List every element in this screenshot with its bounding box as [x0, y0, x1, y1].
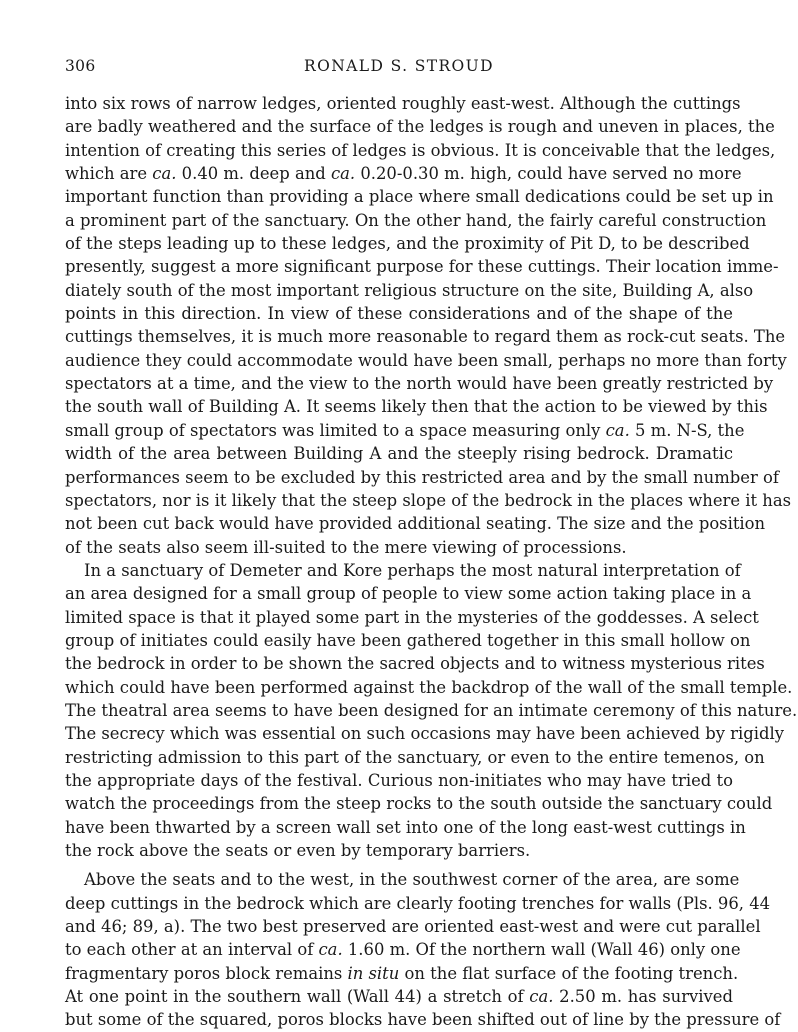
text-line: the rock above the seats or even by temporary barriers.: [65, 841, 531, 860]
text-line: points in this direction. In view of these considerations and of the shape of the: [65, 304, 733, 324]
paragraph-1: [65, 92, 792, 559]
page-number: 306: [65, 57, 96, 75]
text-line: but some of the squared, poros blocks have been shifted out of line by the pressure of: [65, 1010, 781, 1030]
text-line: fragmentary poros block remains in situ on the flat surface of the footing trench.: [65, 963, 739, 983]
text-line: diately south of the most important religious structure on the site, Building A, also: [65, 280, 754, 300]
text-line: cuttings themselves, it is much more reasonable to regard them as rock-cut seats. The: [65, 327, 786, 347]
text-line: the south wall of Building A. It seems likely then that the action to be viewed by this: [65, 397, 768, 417]
body-text: [65, 92, 798, 1032]
text-line: performances seem to be excluded by this restricted area and by the small number of: [65, 467, 779, 487]
text-line: The theatral area seems to have been designed for an intimate ceremony of this nature.: [65, 700, 798, 720]
running-head: RONALD S. STROUD: [304, 57, 494, 75]
text-line: a prominent part of the sanctuary. On the other hand, the fairly careful construction: [65, 210, 767, 230]
text-line: an area designed for a small group of people to view some action taking place in a: [65, 584, 752, 604]
text-line: to each other at an interval of ca. 1.60 m. Of the northern wall (Wall 46) only one: [65, 940, 741, 960]
text-line: group of initiates could easily have been gathered together in this small hollow on: [65, 630, 751, 650]
page-header: [65, 57, 733, 81]
text-line: deep cuttings in the bedrock which are clearly footing trenches for walls (Pls. 96, 44: [65, 893, 771, 913]
text-line: spectators, nor is it likely that the steep slope of the bedrock in the places where it has: [65, 490, 792, 510]
paragraph-2: [65, 559, 798, 862]
text-line: of the steps leading up to these ledges, and the proximity of Pit D, to be described: [65, 234, 750, 254]
text-line: of the seats also seem ill-suited to the mere viewing of processions.: [65, 537, 627, 557]
text-line: into six rows of narrow ledges, oriented roughly east-west. Although the cuttings: [65, 94, 741, 113]
text-line: In a sanctuary of Demeter and Kore perhaps the most natural interpretation of: [84, 560, 741, 580]
text-line: have been thwarted by a screen wall set into one of the long east-west cuttings in: [65, 817, 746, 837]
text-line: Above the seats and to the west, in the southwest corner of the area, are some: [84, 870, 740, 890]
text-line: restricting admission to this part of the sanctuary, or even to the entire temenos, on: [65, 747, 765, 767]
text-line: small group of spectators was limited to a space measuring only ca. 5 m. N-S, the: [65, 420, 745, 440]
text-line: which are ca. 0.40 m. deep and ca. 0.20-0.30 m. high, could have served no more: [65, 164, 742, 184]
text-line: The secrecy which was essential on such occasions may have been achieved by rigidly: [65, 724, 784, 744]
text-line: important function than providing a place where small dedications could be set up in: [65, 187, 774, 207]
text-line: At one point in the southern wall (Wall 44) a stretch of ca. 2.50 m. has survived: [65, 987, 733, 1007]
text-line: which could have been performed against the backdrop of the wall of the small temple.: [65, 677, 793, 697]
text-line: not been cut back would have provided additional seating. The size and the position: [65, 514, 766, 534]
text-line: limited space is that it played some part in the mysteries of the goddesses. A select: [65, 607, 759, 627]
text-line: spectators at a time, and the view to the north would have been greatly restricted by: [65, 374, 774, 394]
text-line: watch the proceedings from the steep rocks to the south outside the sanctuary could: [65, 794, 773, 814]
text-line: and 46; 89, a). The two best preserved are oriented east-west and were cut parallel: [65, 917, 761, 937]
text-line: are badly weathered and the surface of the ledges is rough and uneven in places, the: [65, 117, 775, 137]
text-line: width of the area between Building A and the steeply rising bedrock. Dramatic: [65, 444, 733, 464]
paragraph-3: [65, 868, 781, 1031]
text-line: the appropriate days of the festival. Curious non-initiates who may have tried to: [65, 770, 733, 790]
text-line: audience they could accommodate would have been small, perhaps no more than forty: [65, 350, 787, 370]
text-line: presently, suggest a more significant purpose for these cuttings. Their location imme-: [65, 257, 779, 277]
text-line: the bedrock in order to be shown the sacred objects and to witness mysterious rites: [65, 654, 765, 674]
text-line: intention of creating this series of ledges is obvious. It is conceivable that the ledges,: [65, 140, 776, 160]
